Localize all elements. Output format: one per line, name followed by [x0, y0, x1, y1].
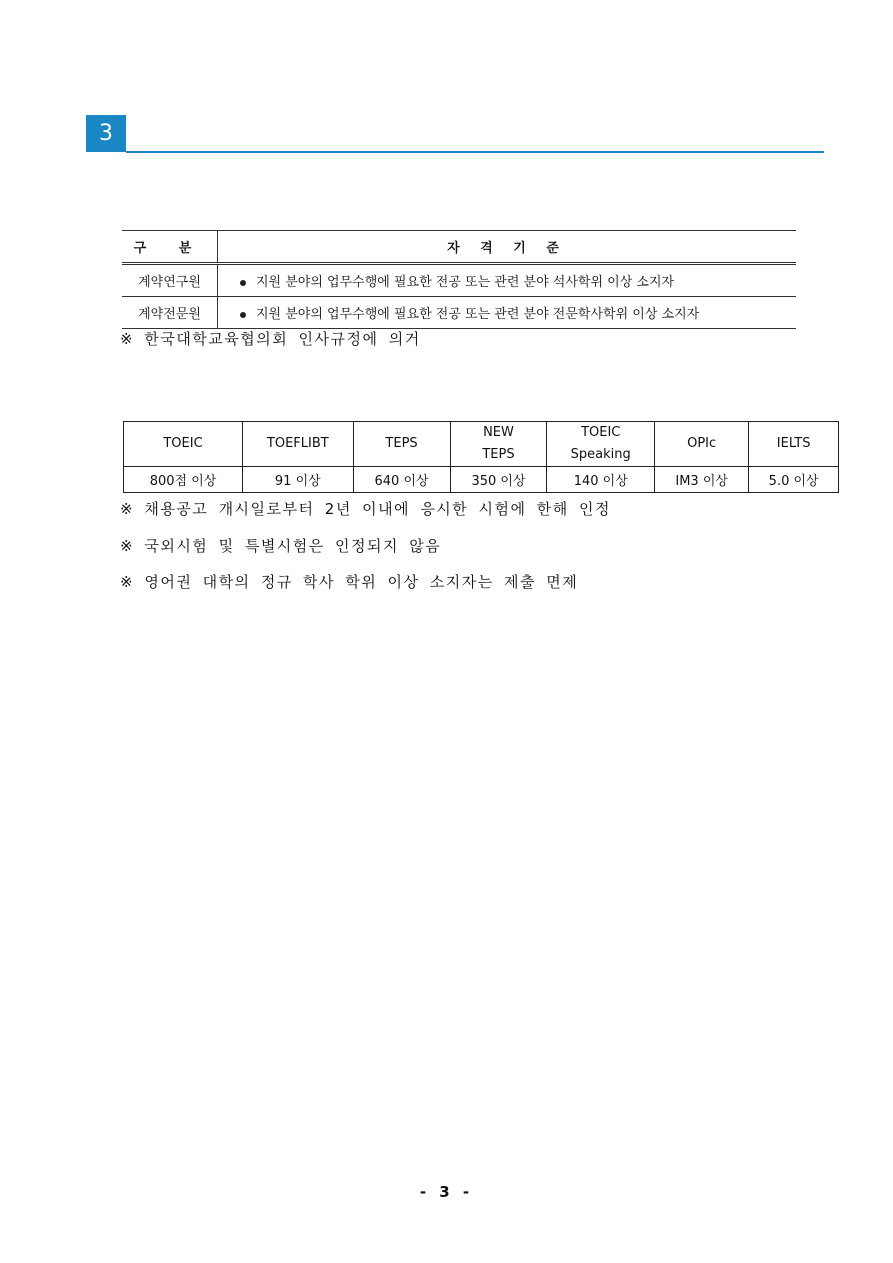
note-exemption: ※ 영어권 대학의 정규 학사 학위 이상 소지자는 제출 면제 — [120, 573, 579, 591]
row-criteria — [218, 264, 797, 297]
score-value: 91 이상 — [243, 467, 354, 493]
score-value: 140 이상 — [547, 467, 655, 493]
english-score-table — [123, 421, 839, 493]
score-header: OPIc — [655, 422, 749, 467]
bullet-icon — [240, 312, 246, 318]
score-value: IM3 이상 — [655, 467, 749, 493]
criteria-text: 지원 분야의 업무수행에 필요한 전공 또는 관련 분야 전문학사학위 이상 소지자 — [256, 307, 700, 322]
score-header: TEPS — [353, 422, 450, 467]
note-validity: ※ 채용공고 개시일로부터 2년 이내에 응시한 시험에 한해 인정 — [120, 500, 612, 518]
note-foreign-tests: ※ 국외시험 및 특별시험은 인정되지 않음 — [120, 537, 442, 555]
criteria-text: 지원 분야의 업무수행에 필요한 전공 또는 관련 분야 석사학위 이상 소지자 — [256, 275, 675, 290]
score-header-row — [124, 422, 839, 467]
page-number: - 3 - — [419, 1183, 474, 1201]
header-category: 구 분 — [122, 231, 218, 264]
row-criteria — [218, 297, 797, 329]
score-header: NEW TEPS — [450, 422, 547, 467]
row-category: 계약연구원 — [122, 264, 218, 297]
score-header: IELTS — [749, 422, 839, 467]
row-category: 계약전문원 — [122, 297, 218, 329]
score-value: 350 이상 — [450, 467, 547, 493]
header-criteria: 자 격 기 준 — [218, 231, 797, 264]
score-header: TOEIC Speaking — [547, 422, 655, 467]
table-row — [122, 297, 796, 329]
bullet-icon — [240, 280, 246, 286]
section-number: 3 — [86, 115, 126, 152]
table-row — [122, 264, 796, 297]
section-divider — [126, 151, 824, 153]
section-header — [86, 115, 824, 153]
qualification-table — [122, 230, 796, 329]
score-header: TOEFLIBT — [243, 422, 354, 467]
qualification-note: ※ 한국대학교육협의회 인사규정에 의거 — [120, 330, 421, 348]
score-value: 5.0 이상 — [749, 467, 839, 493]
score-value: 800점 이상 — [124, 467, 243, 493]
qualification-header-row — [122, 231, 796, 264]
score-header: TOEIC — [124, 422, 243, 467]
score-value: 640 이상 — [353, 467, 450, 493]
score-value-row — [124, 467, 839, 493]
